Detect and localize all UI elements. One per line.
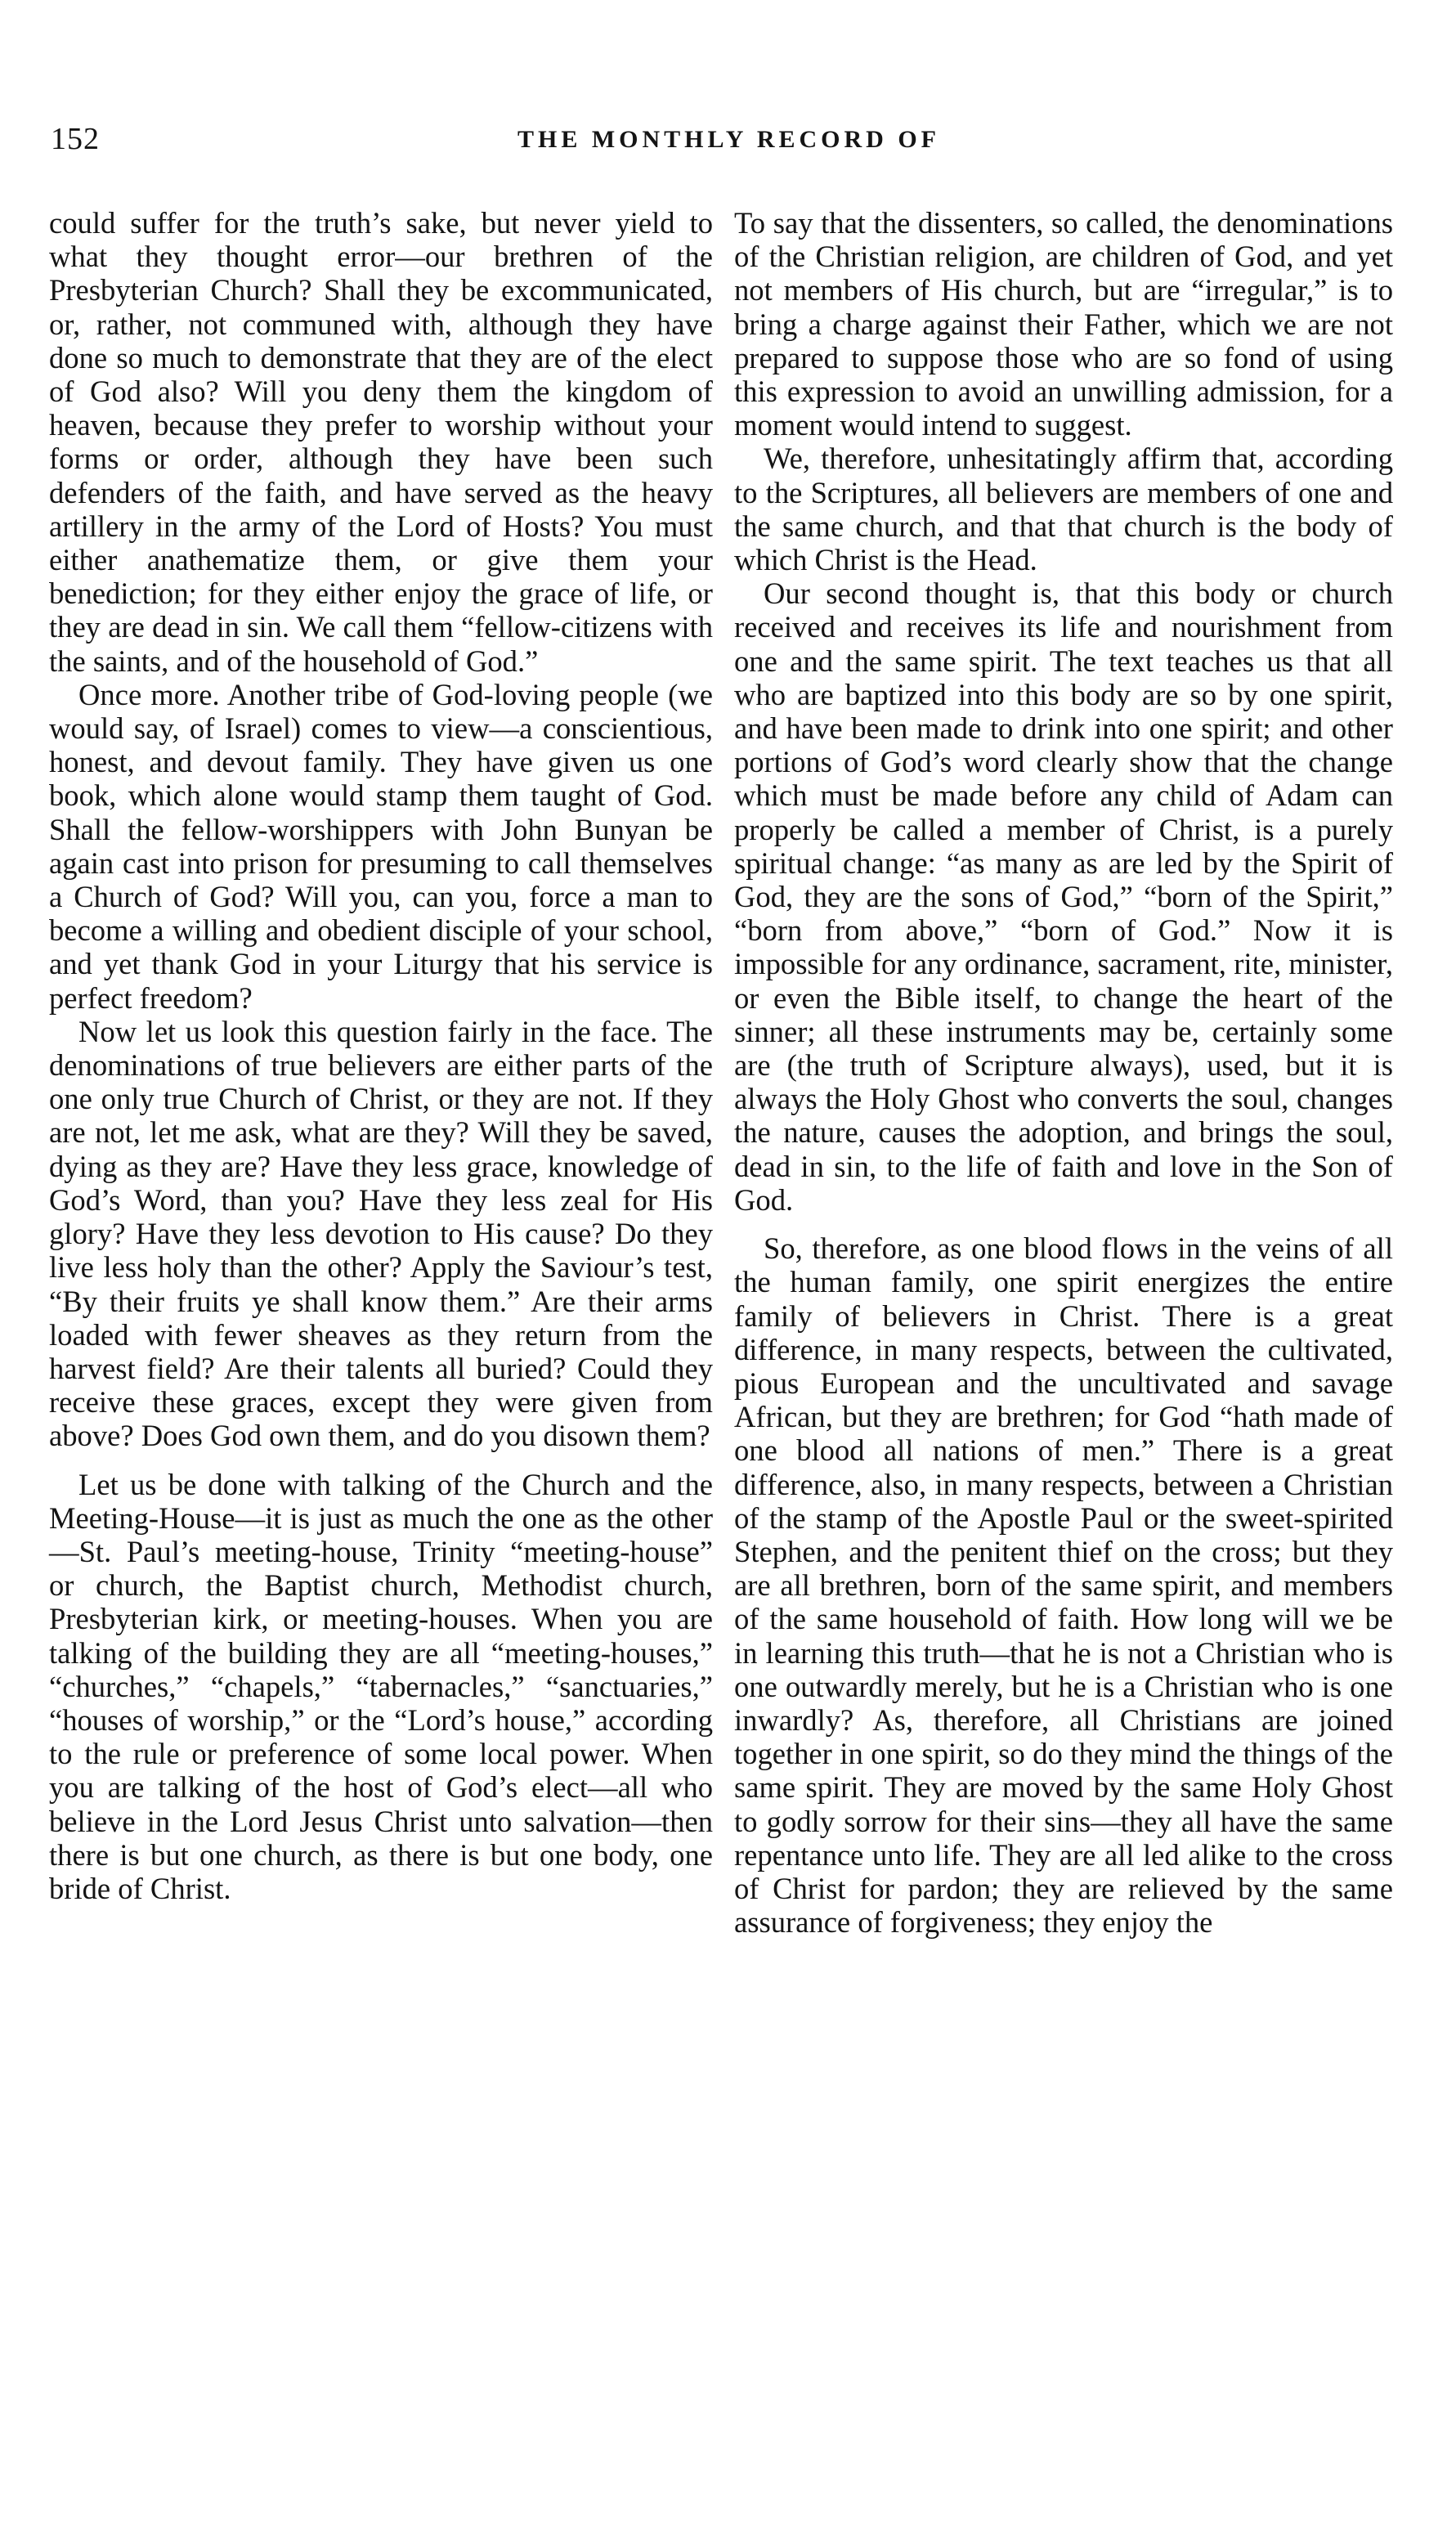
paragraph: could suffer for the truth’s sake, but never yield to what they thought error—our brethren of the Presbyterian Church? Shall they be excommunicated, or, rather, not communed with, although they have done so much to demonstrate that they are of the elect of God also? Will you deny them the kingdom of heaven, because they prefer to worship without your forms or order, although they have been such defenders of the faith, and have served as the heavy artillery in the army of the Lord of Hosts? You must either anathematize them, or give them your benediction; for they either enjoy the grace of life, or they are dead in sin. We call them “fellow-citizens with the saints, and of the household of God.”	[49, 206, 713, 678]
paragraph: So, therefore, as one blood flows in the veins of all the human family, one spirit energizes the entire family of believers in Christ. There is a great difference, in many respects, between the cultivated, pious European and the uncultivated and savage African, but they are brethren; for God “hath made of one blood all nations of men.” There is a great difference, also, in many respects, between a Christian of the stamp of the Apostle Paul or the sweet-spirited Stephen, and the penitent thief on the cross; but they are all brethren, born of the same spirit, and members of the same household of faith. How long will we be in learning this truth—that he is not a Christian who is one outwardly merely, but he is a Christian who is one inwardly? As, therefore, all Christians are joined together in one spirit, so do they mind the things of the same spirit. They are moved by the same Holy Ghost to godly sorrow for their sins—they all have the same repentance unto life. They are all led alike to the cross of Christ for pardon; they are relieved by the same assurance of forgiveness; they enjoy the	[734, 1231, 1393, 1940]
paragraph: Now let us look this question fairly in the face. The denominations of true believers are either parts of the one only true Church of Christ, or they are not. If they are not, let me ask, what are they? Will they be saved, dying as they are? Have they less grace, knowledge of God’s Word, than you? Have they less zeal for His glory? Have they less devotion to His cause? Do they live less holy than the other? Apply the Saviour’s test, “By their fruits ye shall know them.” Are their arms loaded with fewer sheaves as they return from the harvest field? Are their talents all buried? Could they receive these graces, except they were given from above? Does God own them, and do you disown them?	[49, 1014, 713, 1453]
left-column	[49, 206, 713, 1905]
right-column	[734, 206, 1393, 1939]
paragraph: To say that the dissenters, so called, the denominations of the Christian religion, are children of God, and yet not members of His church, but are “irregular,” is to bring a charge against their Father, which we are not prepared to suppose those who are so fond of using this expression to avoid an unwilling admission, for a moment would intend to suggest.	[734, 206, 1393, 442]
page-number: 152	[51, 122, 100, 156]
paragraph: Our second thought is, that this body or church received and receives its life and nourishment from one and the same spirit. The text teaches us that all who are baptized into this body are so by one spirit, and have been made to drink into one spirit; and other portions of God’s word clearly show that the change which must be made before any child of Adam can properly be called a member of Christ, is a purely spiritual change: “as many as are led by the Spirit of God, they are the sons of God,” “born of the Spirit,” “born from above,” “born of God.” Now it is impossible for any ordinance, sacrament, rite, minister, or even the Bible itself, to change the heart of the sinner; all these instruments may be, certainly some are (the truth of Scripture always), used, but it is always the Holy Ghost who converts the soul, changes the nature, causes the adoption, and brings the soul, dead in sin, to the life of faith and love in the Son of God.	[734, 576, 1393, 1217]
running-title: THE MONTHLY RECORD OF	[517, 126, 940, 153]
paragraph: Once more. Another tribe of God-loving people (we would say, of Israel) comes to view—a conscientious, honest, and devout family. They have given us one book, which alone would stamp them taught of God. Shall the fellow-worshippers with John Bunyan be again cast into prison for presuming to call themselves a Church of God? Will you, can you, force a man to become a willing and obedient disciple of your school, and yet thank God in your Liturgy that his service is perfect freedom?	[49, 677, 713, 1015]
paragraph: We, therefore, unhesitatingly affirm that, according to the Scriptures, all believers are members of one and the same church, and that that church is the body of which Christ is the Head.	[734, 442, 1393, 577]
running-head	[51, 121, 1407, 170]
paragraph: Let us be done with talking of the Church and the Meeting-House—it is just as much the one as the other—St. Paul’s meeting-house, Trinity “meeting-house” or church, the Baptist church, Methodist church, Presbyterian kirk, or meeting-houses. When you are talking of the building they are all “meeting-houses,” “churches,” “chapels,” “tabernacles,” “sanctuaries,” “houses of worship,” or the “Lord’s house,” according to the rule or preference of some local power. When you are talking of the host of God’s elect—all who believe in the Lord Jesus Christ unto salvation—then there is but one church, as there is but one body, one bride of Christ.	[49, 1467, 713, 1905]
